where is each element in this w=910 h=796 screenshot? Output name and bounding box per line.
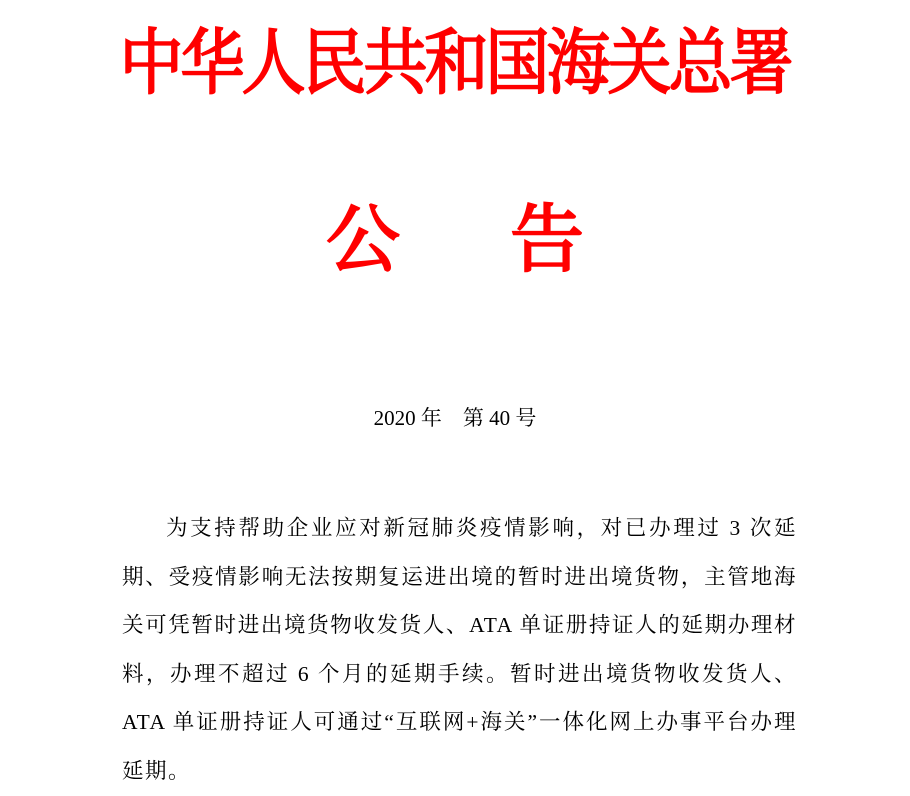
body-paragraph: 为支持帮助企业应对新冠肺炎疫情影响，对已办理过 3 次延期、受疫情影响无法按期复运进出境的暂时进出境货物，主管地海关可凭暂时进出境货物收发货人、ATA 单证册持证人的延期办理材料，办理不超过 6 个月的延期手续。暂时进出境货物收发货人、ATA 单证册持证人可通过“互联网+海关”一体化网上办事平台办理延期。 (122, 516, 797, 783)
document-number: 2020 年 第 40 号 (373, 406, 537, 430)
document-type-heading: 公告 (326, 197, 694, 283)
agency-title: 中华人民共和国海关总署 (119, 21, 791, 106)
